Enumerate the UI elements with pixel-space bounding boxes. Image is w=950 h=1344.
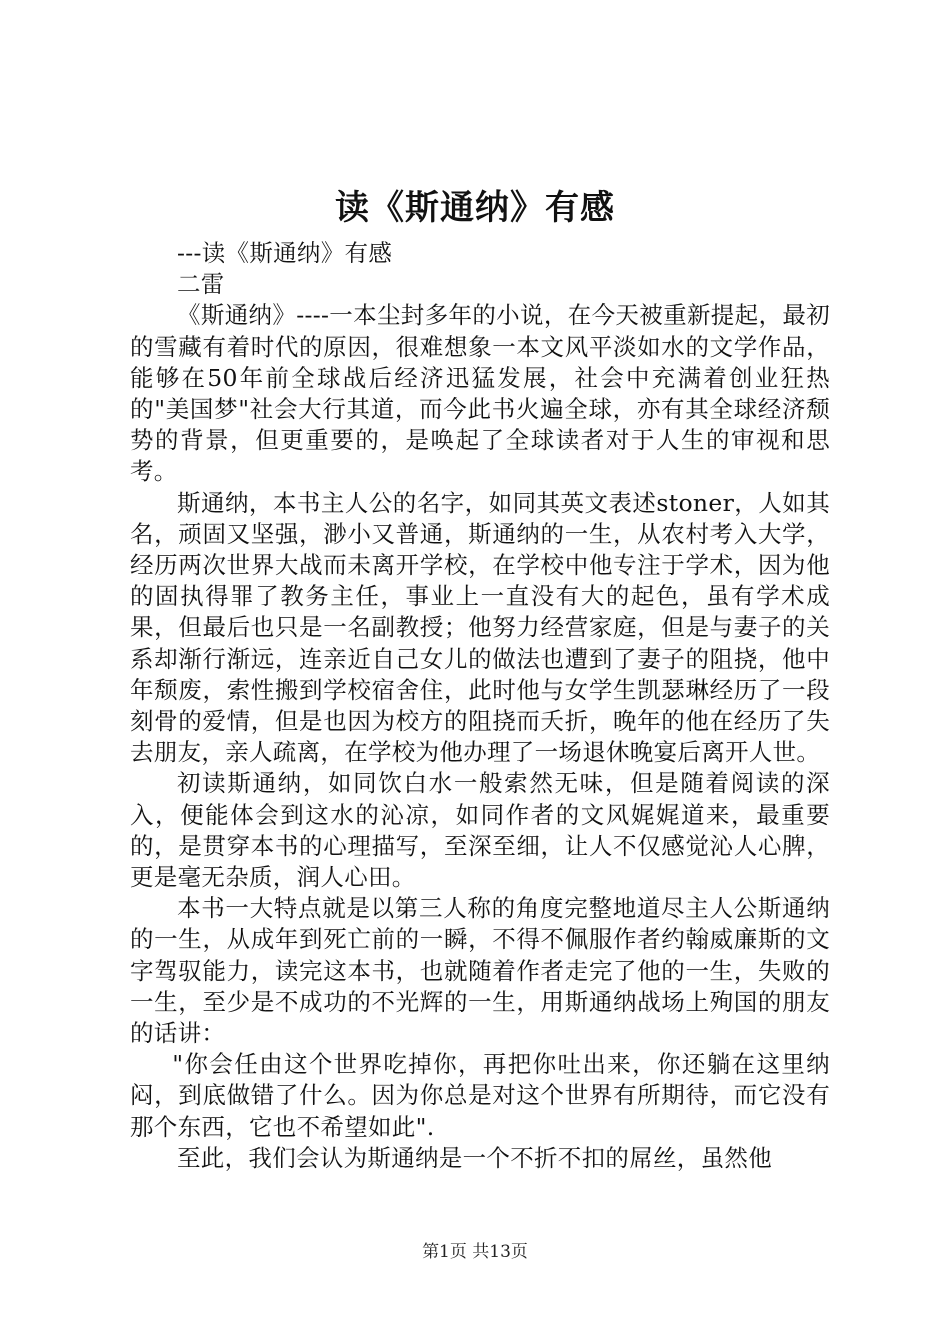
document-title: 读《斯通纳》有感	[335, 188, 615, 228]
subtitle: ---读《斯通纳》有感	[177, 239, 393, 267]
paragraph: 本书一大特点就是以第三人称的角度完整地道尽主人公斯通纳的一生，从成年到死亡前的一瞬，不得不佩服作者约翰威廉斯的文字驾驭能力，读完这本书，也就随着作者走完了他的一生，失败的一生，至少是不成功的不光辉的一生，用斯通纳战场上殉国的朋友的话讲：	[130, 894, 830, 1048]
quote-paragraph: "你会任由这个世界吃掉你，再把你吐出来，你还躺在这里纳闷，到底做错了什么。因为你总是对这个世界有所期待，而它没有那个东西，它也不希望如此".	[130, 1050, 830, 1141]
paragraph: 斯通纳，本书主人公的名字，如同其英文表述stoner，人如其名，顽固又坚强，渺小又普通，斯通纳的一生，从农村考入大学，经历两次世界大战而未离开学校，在学校中他专注于学术，因为他的固执得罪了教务主任，事业上一直没有大的起色，虽有学术成果，但最后也只是一名副教授；他努力经营家庭，但是与妻子的关系却渐行渐远，连亲近自己女儿的做法也遭到了妻子的阻挠，他中年颓废，索性搬到学校宿舍住，此时他与女学生凯瑟琳经历了一段刻骨的爱情，但是也因为校方的阻挠而夭折，晚年的他在经历了失去朋友，亲人疏离，在学校为他办理了一场退休晚宴后离开人世。	[130, 488, 830, 767]
page-number: 第1页 共13页	[422, 1242, 528, 1262]
paragraph: 至此，我们会认为斯通纳是一个不折不扣的屌丝，虽然他	[177, 1143, 772, 1172]
paragraph: 《斯通纳》----一本尘封多年的小说，在今天被重新提起，最初的雪藏有着时代的原因，很难想象一本文风平淡如水的文学作品，能够在50年前全球战后经济迅猛发展，社会中充满着创业狂热的"美国梦"社会大行其道，而今此书火遍全球，亦有其全球经济颓势的背景，但更重要的，是唤起了全球读者对于人生的审视和思考。	[130, 301, 830, 486]
author: 二雷	[177, 270, 225, 299]
paragraph: 初读斯通纳，如同饮白水一般索然无味，但是随着阅读的深入，便能体会到这水的沁凉，如同作者的文风娓娓道来，最重要的，是贯穿本书的心理描写，至深至细，让人不仅感觉沁人心脾，更是毫无杂质，润人心田。	[130, 769, 830, 892]
document-body	[130, 238, 830, 1174]
